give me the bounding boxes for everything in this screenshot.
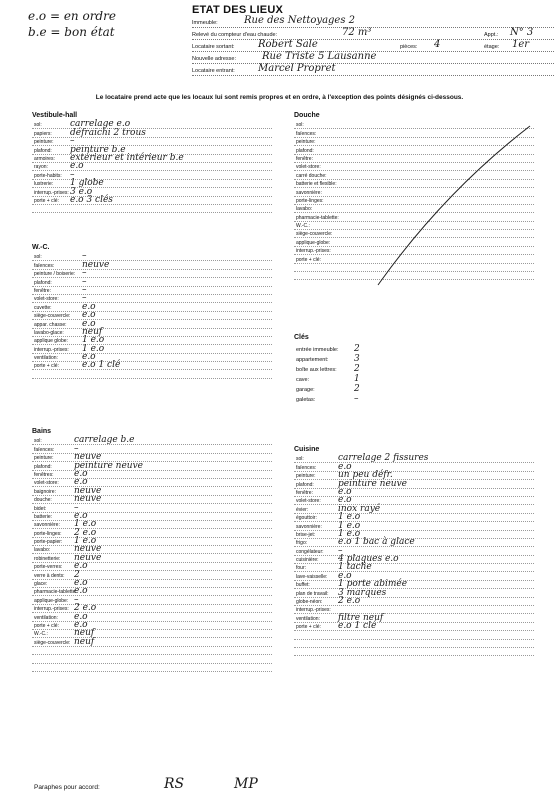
- row-label: porte-verres:: [34, 564, 63, 571]
- row-value[interactable]: 1 porte abimée: [338, 579, 408, 590]
- form-row: [294, 472, 534, 480]
- form-row: [32, 312, 272, 320]
- row-label: galetas:: [296, 397, 316, 403]
- form-row: [294, 572, 534, 580]
- form-row: [294, 343, 534, 353]
- form-row: [32, 647, 272, 655]
- row-label: faïences:: [34, 262, 55, 269]
- row-value[interactable]: 1 e.o: [82, 335, 105, 346]
- form-row: [32, 588, 272, 596]
- form-row: [32, 261, 272, 269]
- form-row: [294, 363, 534, 373]
- row-list: [32, 437, 272, 672]
- row-label: siège-couvercle:: [296, 231, 333, 238]
- row-value[interactable]: –: [82, 284, 87, 295]
- row-value[interactable]: –: [70, 136, 75, 147]
- form-row: [294, 564, 534, 572]
- form-row: [32, 284, 272, 295]
- form-row: [294, 539, 534, 547]
- row-value[interactable]: neuve: [74, 494, 102, 505]
- row-value[interactable]: 1 e.o: [338, 520, 361, 531]
- row-value[interactable]: 2 e.o: [74, 527, 97, 538]
- form-row: [32, 278, 272, 286]
- form-row: [32, 326, 272, 337]
- immeuble-label: Immeuble:: [192, 20, 218, 26]
- row-label: savonnière:: [296, 523, 322, 530]
- row-label: lustrerie:: [34, 181, 54, 188]
- row-value[interactable]: carrelage 2 fissures: [338, 453, 429, 464]
- row-label: papiers:: [34, 130, 52, 137]
- row-value[interactable]: neuve: [82, 259, 110, 270]
- row-value[interactable]: e.o 1 clé: [338, 621, 377, 632]
- form-row: [294, 614, 534, 622]
- row-value[interactable]: 3: [354, 354, 360, 364]
- row-label: armoires:: [34, 155, 55, 162]
- row-value[interactable]: –: [338, 545, 343, 556]
- compteur-label: Relevé du compteur d'eau chaude:: [192, 32, 278, 38]
- row-value[interactable]: e.o: [74, 468, 88, 479]
- section-title: Vestibule-hall: [32, 112, 78, 119]
- etage-label: étage:: [484, 44, 500, 50]
- row-value[interactable]: neuf: [74, 636, 95, 647]
- section-cles: [294, 332, 534, 403]
- form-row: [294, 547, 534, 555]
- row-label: interrup.-prises:: [34, 346, 69, 353]
- row-value[interactable]: inox rayé: [338, 503, 381, 514]
- row-label: globe-néon:: [296, 599, 323, 606]
- row-label: congélateur:: [296, 548, 324, 555]
- row-label: volet-store:: [296, 164, 321, 171]
- row-label: siège-couvercle:: [34, 639, 71, 646]
- etage-value[interactable]: 1er: [512, 39, 530, 50]
- row-label: carré douche:: [296, 172, 327, 179]
- form-row: [294, 522, 534, 530]
- row-label: porte + clé:: [296, 256, 321, 263]
- row-value[interactable]: e.o: [338, 570, 352, 581]
- row-value[interactable]: 2: [354, 364, 360, 374]
- initials-row: [34, 776, 514, 796]
- compteur-value[interactable]: 72 m³: [342, 27, 372, 38]
- row-label: siège-couvercle:: [34, 313, 71, 320]
- form-row: [32, 538, 272, 546]
- row-label: porte-habits:: [34, 172, 62, 179]
- legend-line-eo: e.o = en ordre: [28, 9, 116, 23]
- row-value[interactable]: e.o: [74, 510, 88, 521]
- row-value[interactable]: 1: [354, 374, 360, 384]
- row-label: peinture / boiserie:: [34, 271, 76, 278]
- form-row: [294, 393, 534, 403]
- row-label: plafond:: [34, 147, 52, 154]
- form-row: [32, 521, 272, 529]
- form-row: [32, 354, 272, 362]
- section-title: Cuisine: [294, 446, 320, 453]
- immeuble-value[interactable]: Rue des Nettoyages 2: [244, 15, 356, 26]
- form-row: [32, 345, 272, 353]
- row-value[interactable]: e.o: [74, 611, 88, 622]
- row-label: faïences:: [296, 130, 317, 137]
- row-label: cuvette:: [34, 304, 52, 311]
- form-row: [32, 370, 272, 378]
- form-row: [32, 605, 272, 613]
- row-label: lavabo:: [296, 206, 313, 213]
- row-value[interactable]: e.o: [82, 352, 96, 363]
- form-row: [32, 504, 272, 512]
- section-wc: [32, 242, 272, 379]
- form-row: [32, 253, 272, 261]
- row-value[interactable]: neuve: [74, 452, 102, 463]
- row-label: fenêtres:: [34, 471, 54, 478]
- form-row: [294, 373, 534, 383]
- form-row: [32, 171, 272, 179]
- row-label: volet-store:: [296, 498, 321, 505]
- row-label: savonnière:: [296, 189, 322, 196]
- form-row: [32, 437, 272, 445]
- row-value[interactable]: 1 e.o: [338, 512, 361, 523]
- form-row: [32, 655, 272, 663]
- form-row: [32, 462, 272, 470]
- row-label: volet-store:: [34, 480, 59, 487]
- row-label: boîte aux lettres:: [296, 367, 337, 373]
- form-row: [32, 571, 272, 579]
- row-label: peinture:: [34, 455, 54, 462]
- row-label: interrup.-prises:: [34, 189, 69, 196]
- initials-label: Paraphes pour accord:: [34, 784, 100, 791]
- row-label: ventilation:: [34, 355, 58, 362]
- row-label: plafond:: [34, 463, 52, 470]
- row-value[interactable]: e.o 1 bac à glace: [338, 537, 415, 548]
- row-label: sol:: [34, 122, 42, 129]
- row-value[interactable]: –: [82, 251, 87, 262]
- appt-label: Appt.:: [484, 32, 499, 38]
- compteur-row: [192, 29, 554, 40]
- row-label: appar. chasse:: [34, 321, 67, 328]
- form-row: [294, 581, 534, 589]
- form-row: [32, 630, 272, 638]
- row-label: faïences:: [296, 464, 317, 471]
- row-value[interactable]: –: [82, 276, 87, 287]
- row-label: plan de travail:: [296, 590, 329, 597]
- row-value[interactable]: extérieur et intérieur b.e: [70, 152, 184, 163]
- row-label: sol:: [296, 456, 304, 463]
- row-label: faïences:: [34, 446, 55, 453]
- form-row: [294, 463, 534, 471]
- form-row: [32, 152, 272, 163]
- row-label: W.-C.:: [296, 223, 310, 230]
- form-row: [32, 163, 272, 171]
- row-label: égouttoir:: [296, 515, 317, 522]
- row-value[interactable]: 1 e.o: [82, 343, 105, 354]
- row-label: robinetterie:: [34, 555, 61, 562]
- row-label: batterie et flexible:: [296, 181, 337, 188]
- row-value[interactable]: e.o: [74, 619, 88, 630]
- section-cuisine: [294, 444, 534, 656]
- row-value[interactable]: 1 e.o: [74, 519, 97, 530]
- form-title: ETAT DES LIEUX: [192, 4, 284, 16]
- immeuble-row: [192, 17, 554, 28]
- row-label: four:: [296, 565, 307, 572]
- row-label: brise-jet:: [296, 531, 316, 538]
- row-value[interactable]: 4 plaques e.o: [338, 554, 399, 565]
- row-value[interactable]: e.o: [70, 161, 84, 172]
- row-label: bidet:: [34, 505, 47, 512]
- row-label: fenêtre:: [296, 155, 313, 162]
- row-value[interactable]: –: [82, 293, 87, 304]
- form-row: [32, 546, 272, 554]
- entrant-label: Locataire entrant:: [192, 68, 235, 74]
- row-label: applique-globe:: [34, 597, 69, 604]
- form-row: [32, 580, 272, 588]
- form-row: [294, 648, 534, 656]
- form-row: [32, 445, 272, 453]
- entrant-row: [192, 65, 554, 76]
- row-label: porte-papier:: [34, 539, 63, 546]
- form-row: [32, 529, 272, 537]
- row-list: [294, 343, 534, 403]
- row-label: plafond:: [296, 147, 314, 154]
- form-row: [294, 556, 534, 564]
- row-value[interactable]: 3 e.o: [70, 186, 93, 197]
- form-row: [32, 563, 272, 571]
- row-list: [32, 253, 272, 379]
- row-label: applique-globe:: [296, 239, 331, 246]
- row-label: porte-linges:: [296, 197, 324, 204]
- row-label: verre à dents:: [34, 572, 65, 579]
- row-list: [294, 455, 534, 656]
- form-row: [294, 631, 534, 639]
- section-title: Clés: [294, 334, 309, 341]
- row-label: cave:: [296, 377, 310, 383]
- form-row: [294, 486, 534, 497]
- row-value[interactable]: carrelage b.e: [74, 435, 135, 446]
- adresse-label: Nouvelle adresse:: [192, 56, 237, 62]
- row-value[interactable]: neuve: [74, 552, 102, 563]
- row-value[interactable]: neuve: [74, 485, 102, 496]
- row-value[interactable]: peinture neuve: [338, 478, 407, 489]
- form-row: [32, 619, 272, 630]
- row-label: garage:: [296, 387, 315, 393]
- section-vestibule: [32, 110, 272, 213]
- form-row: [294, 514, 534, 522]
- row-label: batterie:: [34, 513, 53, 520]
- form-row: [32, 121, 272, 129]
- section-title: W.-C.: [32, 244, 50, 251]
- intro-statement: Le locataire prend acte que les locaux lui sont remis propres et en ordre, à l'exception des points désignés ci-dessous.: [95, 94, 464, 101]
- row-value[interactable]: peinture neuve: [74, 460, 143, 471]
- row-value[interactable]: 2 e.o: [338, 596, 361, 607]
- row-label: frigo:: [296, 540, 308, 547]
- row-list: [32, 121, 272, 213]
- row-value[interactable]: 2: [354, 384, 360, 394]
- adresse-row: [192, 53, 554, 64]
- sortant-label: Locataire sortant:: [192, 44, 235, 50]
- row-label: pharmacie-tablette:: [34, 589, 77, 596]
- form-row: [32, 638, 272, 646]
- form-row: [294, 505, 534, 513]
- form-row: [294, 353, 534, 363]
- row-label: plafond:: [34, 279, 52, 286]
- row-value[interactable]: 2 e.o: [74, 603, 97, 614]
- section-bains: [32, 426, 272, 672]
- form-row: [32, 362, 272, 370]
- row-value[interactable]: carrelage e.o: [70, 119, 131, 130]
- form-row: [32, 205, 272, 213]
- row-label: W.-C.:: [34, 631, 48, 638]
- row-value[interactable]: 1 tache: [338, 562, 372, 573]
- pieces-label: pièces:: [400, 44, 418, 50]
- form-row: [32, 664, 272, 672]
- row-label: porte + clé:: [34, 363, 59, 370]
- row-label: ventilation:: [34, 614, 58, 621]
- entrant-value[interactable]: Marcel Propret: [258, 63, 336, 74]
- row-value[interactable]: –: [82, 268, 87, 279]
- row-label: porte + clé:: [296, 624, 321, 631]
- row-value[interactable]: –: [354, 394, 359, 404]
- row-value[interactable]: 2: [354, 344, 360, 354]
- row-value[interactable]: e.o: [338, 486, 352, 497]
- row-label: appartement:: [296, 357, 329, 363]
- strike-through-line: [370, 120, 540, 290]
- form-row: [32, 554, 272, 562]
- row-label: porte + clé:: [34, 197, 59, 204]
- row-value[interactable]: e.o: [82, 301, 96, 312]
- form-row: [32, 180, 272, 188]
- row-value[interactable]: un peu défr.: [338, 470, 393, 481]
- row-label: interrup.-prises:: [296, 607, 331, 614]
- form-row: [294, 589, 534, 597]
- row-value[interactable]: –: [74, 502, 79, 513]
- row-label: sol:: [296, 122, 304, 129]
- form-row: [32, 129, 272, 137]
- initials-tenant-out[interactable]: RS: [164, 776, 185, 792]
- row-value[interactable]: défraichi 2 trous: [70, 127, 146, 138]
- form-row: [32, 320, 272, 328]
- row-label: entrée immeuble:: [296, 347, 339, 353]
- row-label: applique globe:: [34, 338, 68, 345]
- row-label: savonnière:: [34, 522, 60, 529]
- legend-line-be: b.e = bon état: [28, 25, 115, 39]
- row-value[interactable]: –: [74, 443, 79, 454]
- row-label: sol:: [34, 438, 42, 445]
- row-value[interactable]: neuf: [74, 628, 95, 639]
- form-row: [294, 455, 534, 463]
- form-row: [32, 487, 272, 495]
- form-row: [294, 606, 534, 614]
- row-value[interactable]: 1 e.o: [74, 536, 97, 547]
- row-value[interactable]: e.o 3 clés: [70, 194, 113, 205]
- row-label: lave-vaisselle:: [296, 573, 328, 580]
- initials-tenant-in[interactable]: MP: [234, 776, 258, 792]
- row-value[interactable]: e.o: [82, 318, 96, 329]
- form-row: [32, 613, 272, 621]
- form-row: [32, 194, 272, 205]
- row-label: peinture:: [296, 473, 316, 480]
- row-value[interactable]: peinture b.e: [70, 144, 126, 155]
- row-label: porte-linges:: [34, 530, 62, 537]
- row-value[interactable]: 1 e.o: [338, 528, 361, 539]
- row-label: lavabo-glace:: [34, 329, 64, 336]
- section-title: Bains: [32, 428, 52, 435]
- row-value[interactable]: 3 marques: [338, 587, 387, 598]
- row-value[interactable]: 2: [74, 569, 80, 580]
- row-label: interrup.-prises:: [34, 606, 69, 613]
- form-row: [32, 468, 272, 479]
- row-label: peinture:: [296, 139, 316, 146]
- row-label: évier:: [296, 506, 309, 513]
- form-row: [294, 497, 534, 505]
- appt-value[interactable]: N° 3: [510, 27, 534, 38]
- form-row: [32, 138, 272, 146]
- row-label: lavabo:: [34, 547, 51, 554]
- row-label: porte + clé:: [34, 622, 59, 629]
- pieces-value[interactable]: 4: [434, 39, 441, 50]
- row-value[interactable]: neuve: [74, 544, 102, 555]
- row-value[interactable]: filtre neuf: [338, 612, 384, 623]
- row-label: peinture:: [34, 139, 54, 146]
- row-label: glace:: [34, 581, 48, 588]
- form-row: [32, 295, 272, 303]
- form-row: [32, 337, 272, 345]
- form-row: [32, 270, 272, 278]
- form-row: [32, 188, 272, 196]
- row-label: baignoire:: [34, 488, 56, 495]
- row-value[interactable]: e.o: [74, 477, 88, 488]
- row-value[interactable]: 1 globe: [70, 178, 104, 189]
- row-value[interactable]: e.o: [338, 461, 352, 472]
- form-row: [32, 510, 272, 521]
- row-label: cuisinière:: [296, 557, 319, 564]
- section-title: Douche: [294, 112, 320, 119]
- form-row: [294, 640, 534, 648]
- form-row: [294, 623, 534, 631]
- row-label: buffet:: [296, 582, 310, 589]
- form-row: [32, 479, 272, 487]
- row-value[interactable]: e.o: [74, 586, 88, 597]
- form-row: [294, 383, 534, 393]
- form-row: [294, 598, 534, 606]
- form-row: [32, 303, 272, 311]
- row-label: douche:: [34, 497, 52, 504]
- row-label: interrup.-prises:: [296, 248, 331, 255]
- sortant-value[interactable]: Robert Sale: [258, 39, 318, 50]
- row-label: ventilation:: [296, 615, 320, 622]
- row-value[interactable]: –: [70, 169, 75, 180]
- row-label: rayon:: [34, 164, 48, 171]
- form-row: [32, 596, 272, 604]
- row-label: pharmacie-tablette:: [296, 214, 339, 221]
- row-value[interactable]: e.o: [74, 561, 88, 572]
- form-row: [294, 480, 534, 488]
- form-row: [32, 496, 272, 504]
- form-row: [32, 454, 272, 462]
- row-label: plafond:: [296, 481, 314, 488]
- abbreviation-legend: [28, 8, 178, 40]
- row-label: fenêtre:: [34, 287, 51, 294]
- row-label: volet-store:: [34, 296, 59, 303]
- row-label: sol:: [34, 254, 42, 261]
- row-value[interactable]: neuf: [82, 326, 103, 337]
- row-value[interactable]: e.o: [74, 578, 88, 589]
- row-value[interactable]: e.o 1 clé: [82, 360, 121, 371]
- row-value[interactable]: e.o: [338, 495, 352, 506]
- row-value[interactable]: –: [74, 594, 79, 605]
- row-label: fenêtre:: [296, 489, 313, 496]
- adresse-value[interactable]: Rue Triste 5 Lausanne: [262, 51, 377, 62]
- row-value[interactable]: e.o: [82, 310, 96, 321]
- form-header: [192, 4, 554, 76]
